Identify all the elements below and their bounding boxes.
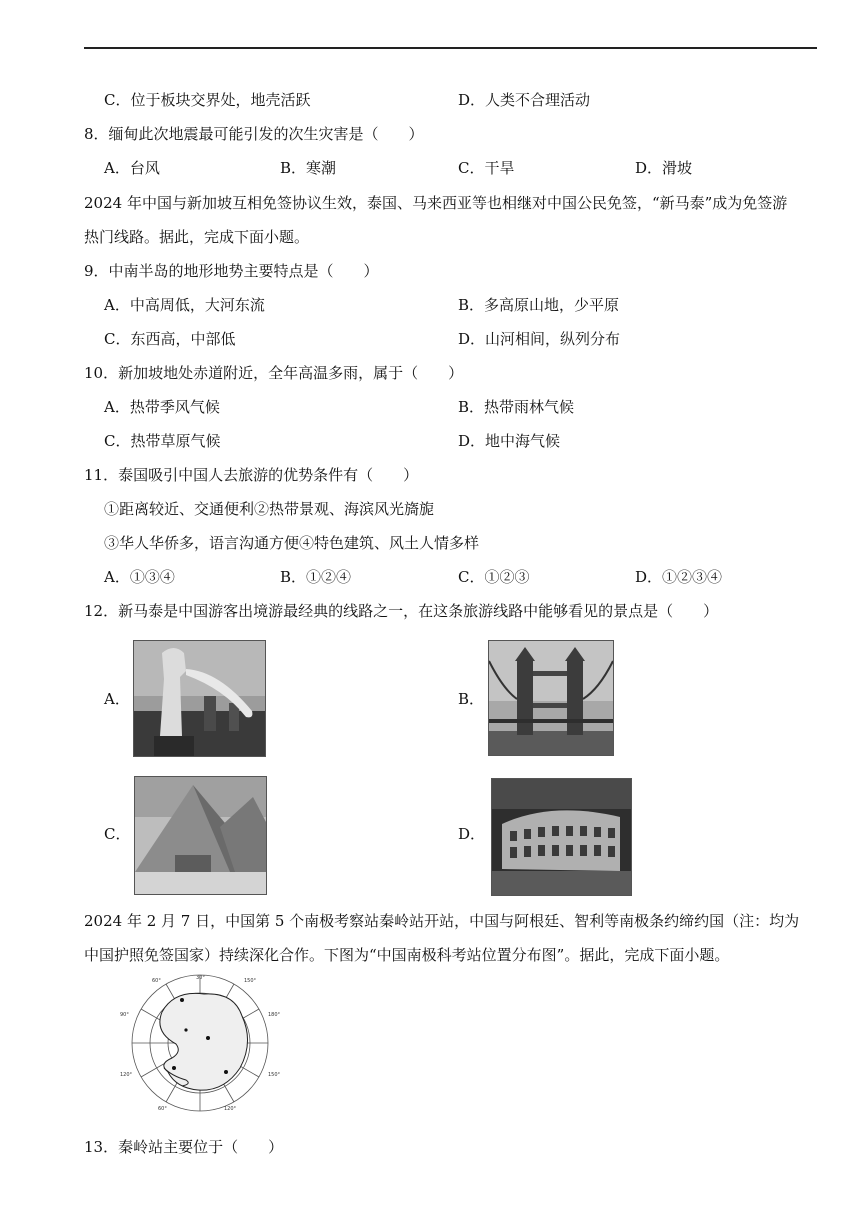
intro1-line1: 2024 年中国与新加坡互相免签协议生效，泰国、马来西亚等也相继对中国公民免签，“新马泰”成为免签游 [84, 194, 788, 212]
q12-option-a-label: A． [104, 690, 130, 708]
q8-stem: 8．缅甸此次地震最可能引发的次生灾害是（ ） [84, 125, 424, 143]
q9-option-d: D．山河相间，纵列分布 [458, 330, 621, 348]
q10-option-a: A．热带季风气候 [104, 398, 220, 416]
svg-text:60°: 60° [152, 978, 161, 984]
q11-item1: ①距离较近、交通便利②热带景观、海滨风光旖旎 [104, 500, 435, 518]
q7-option-d: D．人类不合理活动 [458, 91, 591, 109]
svg-text:30°: 30° [196, 975, 205, 981]
svg-text:120°: 120° [224, 1106, 237, 1112]
q7-option-c: C．位于板块交界处，地壳活跃 [104, 91, 311, 109]
svg-text:90°: 90° [120, 1012, 129, 1018]
q12-option-d-label: D． [458, 825, 486, 843]
q11-option-b: B．①②④ [280, 568, 352, 586]
q10-stem: 10．新加坡地处赤道附近，全年高温多雨，属于（ ） [84, 364, 464, 382]
q12-stem: 12．新马泰是中国游客出境游最经典的线路之一，在这条旅游线路中能够看见的景点是（ ） [84, 602, 719, 620]
q9-stem: 9．中南半岛的地形地势主要特点是（ ） [84, 262, 379, 280]
intro2-line1: 2024 年 2 月 7 日，中国第 5 个南极考察站秦岭站开站，中国与阿根廷、智利等南极条约缔约国（注：均为 [84, 912, 800, 930]
intro1-line2: 热门线路。据此，完成下面小题。 [84, 228, 310, 246]
antarctic-station-map [112, 972, 288, 1114]
q10-option-c: C．热带草原气候 [104, 432, 221, 450]
q12-option-b-label: B． [458, 690, 485, 708]
q11-item2: ③华人华侨多，语言沟通方便④特色建筑、风土人情多样 [104, 534, 480, 552]
svg-text:60°: 60° [158, 1106, 167, 1112]
q8-option-b: B．寒潮 [280, 159, 337, 177]
q8-option-c: C．干旱 [458, 159, 515, 177]
svg-text:120°: 120° [120, 1072, 133, 1078]
q9-option-a: A．中高周低，大河东流 [104, 296, 265, 314]
q11-option-d: D．①②③④ [635, 568, 723, 586]
q8-option-d: D．滑坡 [635, 159, 693, 177]
svg-text:180°: 180° [268, 1012, 281, 1018]
q11-option-c: C．①②③ [458, 568, 530, 586]
header-rule [84, 47, 817, 49]
q10-option-d: D．地中海气候 [458, 432, 561, 450]
svg-text:150°: 150° [268, 1072, 281, 1078]
q13-stem: 13．秦岭站主要位于（ ） [84, 1138, 284, 1156]
tower-bridge-photo [488, 640, 614, 756]
svg-text:150°: 150° [244, 978, 257, 984]
intro2-line2: 中国护照免签国家）持续深化合作。下图为“中国南极科考站位置分布图”。据此，完成下面小题。 [84, 946, 730, 964]
q11-option-a: A．①③④ [104, 568, 175, 586]
pyramid-photo [134, 776, 267, 895]
q9-option-b: B．多高原山地，少平原 [458, 296, 620, 314]
merlion-photo [133, 640, 266, 757]
q8-option-a: A．台风 [104, 159, 160, 177]
q10-option-b: B．热带雨林气候 [458, 398, 575, 416]
q11-stem: 11．泰国吸引中国人去旅游的优势条件有（ ） [84, 466, 419, 484]
colosseum-photo [491, 778, 632, 896]
q9-option-c: C．东西高，中部低 [104, 330, 236, 348]
q12-option-c-label: C． [104, 825, 131, 843]
